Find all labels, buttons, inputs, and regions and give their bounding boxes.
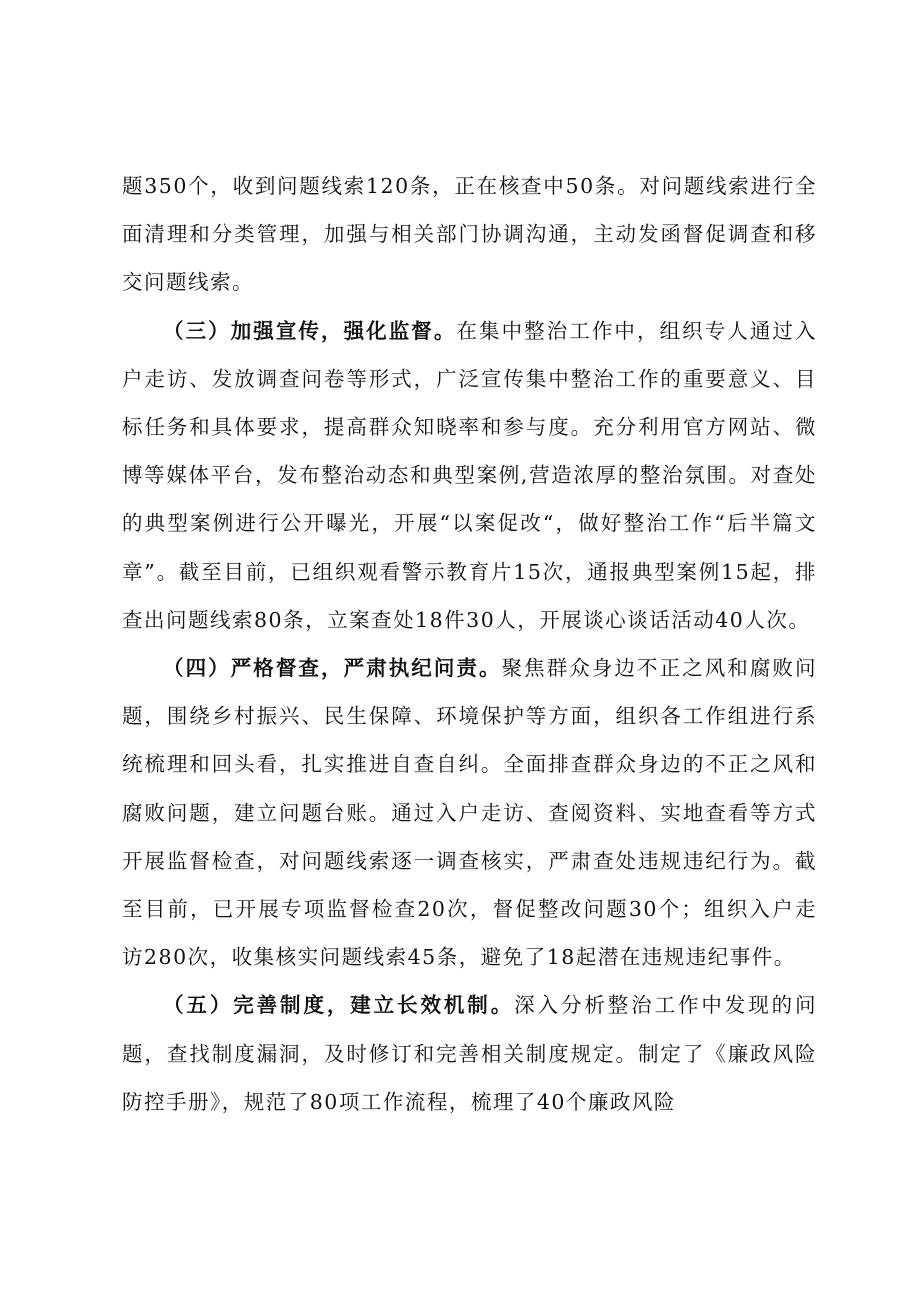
paragraph-body: 题350个，收到问题线索120条，正在核查中50条。对问题线索进行全面清理和分类管理，加强与相关部门协调沟通，主动发函督促调查和移交问题线索。: [122, 174, 817, 295]
section-heading: （五）完善制度，建立长效机制。: [163, 993, 515, 1018]
section-heading: （三）加强宣传，强化监督。: [163, 318, 457, 343]
section-heading: （四）严格督查，严肃执纪问责。: [163, 656, 502, 681]
paragraph-body: 在集中整治工作中，组织专人通过入户走访、发放调查问卷等形式，广泛宣传集中整治工作的重要意义、目标任务和具体要求，提高群众知晓率和参与度。充分利用官方网站、微博等媒体平台，发布整治动态和典型案例,营造浓厚的整治氛围。对查处的典型案例进行公开曝光，开展“以案促改“，做好整治工作“后半篇文章”。截至目前，已组织观看警示教育片15次，通报典型案例15起，排查出问题线索80条，立案查处18件30人，开展谈心谈话活动40人次。: [122, 318, 818, 632]
paragraph-section-four: [122, 644, 817, 981]
paragraph-body: 聚焦群众身边不正之风和腐败问题，围绕乡村振兴、民生保障、环境保护等方面，组织各工作组进行系统梳理和回头看，扎实推进自查自纠。全面排查群众身边的不正之风和腐败问题，建立问题台账。通过入户走访、查阅资料、实地查看等方式开展监督检查，对问题线索逐一调查核实，严肃查处违规违纪行为。截至目前，已开展专项监督检查20次，督促整改问题30个；组织入户走访280次，收集核实问题线索45条，避免了18起潜在违规违纪事件。: [122, 656, 818, 970]
paragraph-continuation: [122, 162, 817, 307]
paragraph-body: 深入分析整治工作中发现的问题，查找制度漏洞，及时修订和完善相关制度规定。制定了《廉政风险防控手册》，规范了80项工作流程，梳理了40个廉政风险: [122, 993, 818, 1114]
document-body: [122, 162, 817, 1126]
paragraph-section-five: [122, 981, 817, 1126]
paragraph-section-three: [122, 307, 817, 644]
